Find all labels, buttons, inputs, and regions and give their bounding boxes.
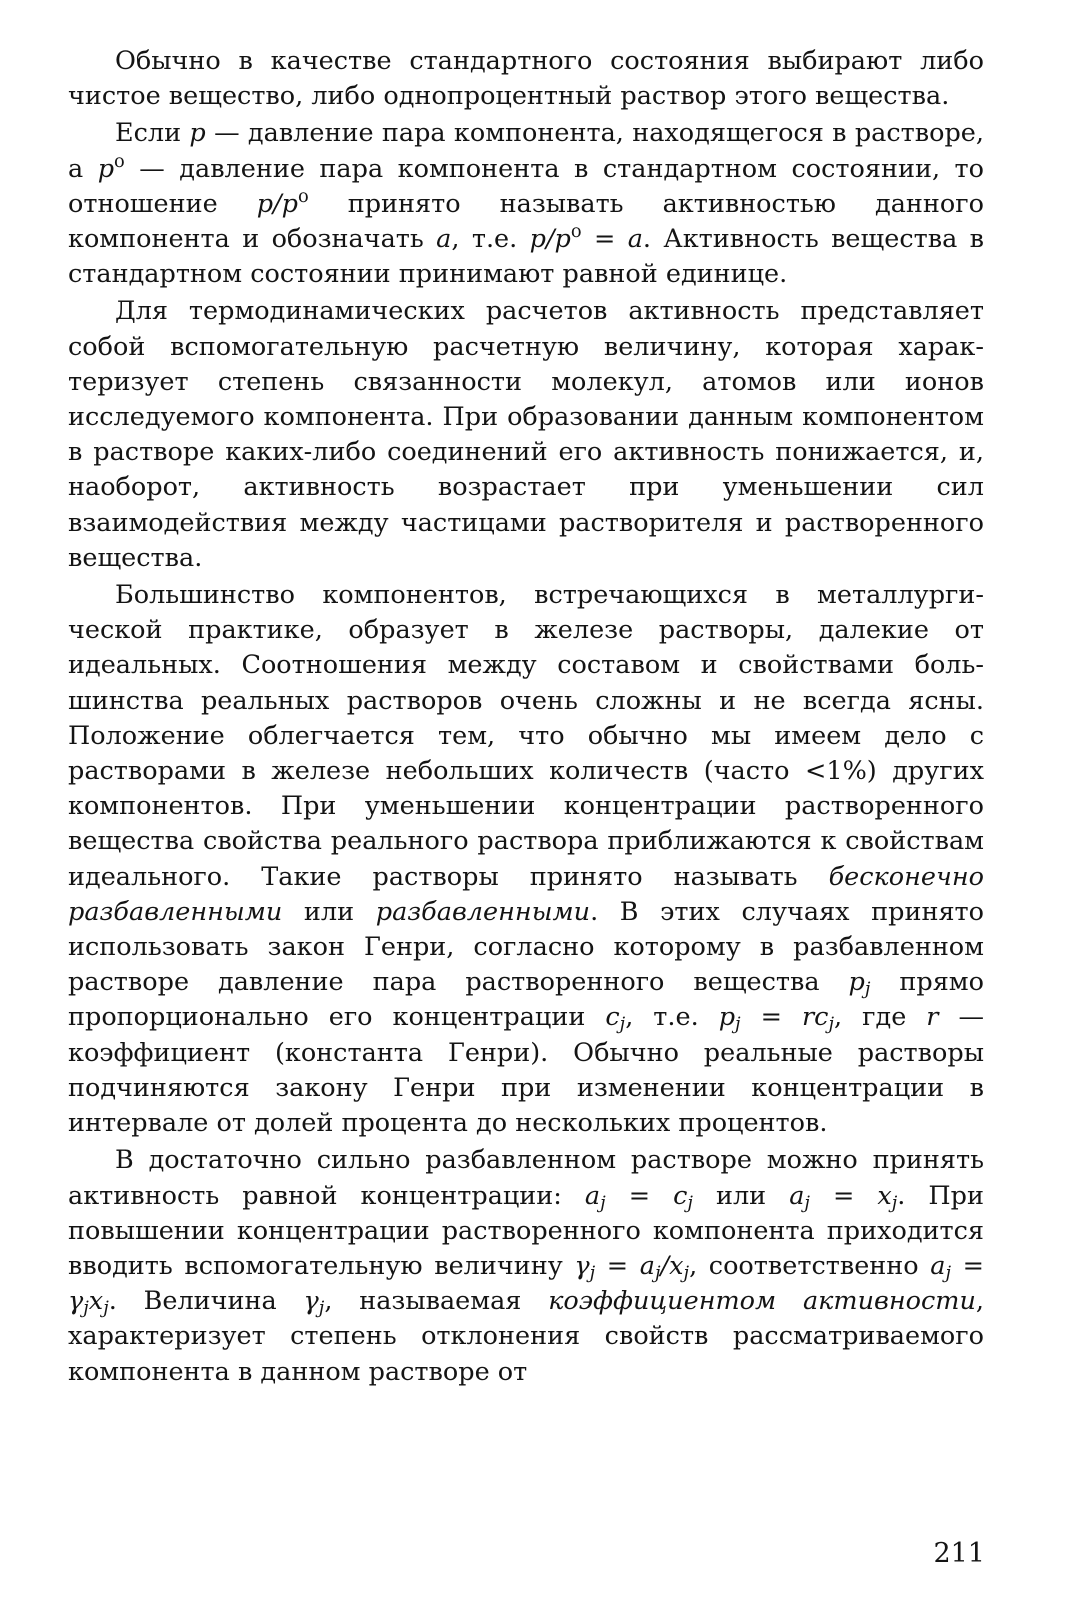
math-symbol: a	[789, 1180, 805, 1211]
subscript: j	[619, 1013, 626, 1035]
text-run: прямо пропорционально его концентрации	[68, 967, 984, 1033]
page-body	[68, 44, 984, 1390]
text-run: Большинство компонентов, встречающихся в металлургической практике, образует в железе растворы, далекие от идеальных. Соотношения между составом и свойствами большинства реальных растворов очень сложны и не всегда ясны. Положение облегчается тем, что обычно мы имеем дело с растворами в железе небольших количеств (часто <1%) других компонентов. При уменьшении концентрации растворенного вещества свойства реального раствора приближаются к свойствам идеального. Такие растворы принято называть	[68, 580, 984, 892]
subscript: j	[589, 1262, 596, 1284]
subscript: j	[828, 1013, 835, 1035]
subscript: j	[735, 1013, 741, 1035]
text-run: , т.е.	[625, 1002, 719, 1033]
subscript: j	[683, 1262, 690, 1284]
emphasized-term: коэффициентом активности	[548, 1286, 976, 1317]
math-symbol: a	[436, 224, 452, 255]
subscript: j	[945, 1262, 951, 1284]
math-symbol: p	[718, 1002, 736, 1033]
paragraph-activity-coefficient	[68, 1143, 984, 1389]
superscript: o	[297, 186, 309, 207]
math-symbol: /	[660, 1250, 670, 1281]
math-symbol: rc	[801, 1002, 829, 1033]
paragraph-henry-law	[68, 578, 984, 1141]
text-run: =	[740, 1002, 802, 1033]
text-run: =	[595, 1250, 640, 1281]
subscript: j	[83, 1297, 89, 1319]
text-run: — давление пара компонента, находящегося в растворе, а	[68, 118, 984, 184]
math-symbol: p	[848, 967, 865, 998]
subscript: j	[687, 1191, 693, 1213]
paragraph-activity-definition	[68, 116, 984, 292]
page-number: 211	[933, 1538, 985, 1569]
text-run: . Активность вещества в стандартном состоянии принимают равной единице.	[68, 224, 984, 290]
text-run: , где	[834, 1002, 927, 1033]
subscript: j	[318, 1297, 325, 1319]
text-run: Для термодинамических расчетов активность представляет собой вспомогательную расчетную величину, которая характеризует степень связанности молекул, атомов или ионов исследуемого компонента. При образовании данным компонентом в растворе каких-либо соединений его активность понижается, и, наоборот, активность возрастает при уменьшении сил взаимодействия между частицами растворителя и растворенного вещества.	[68, 296, 984, 573]
text-run: , т.е.	[451, 224, 530, 255]
text-run: =	[605, 1180, 674, 1211]
superscript: o	[114, 150, 125, 172]
text-run: . Величина	[108, 1286, 304, 1317]
math-symbol: γ	[303, 1286, 319, 1317]
subscript: j	[864, 978, 871, 1000]
math-symbol: x	[669, 1250, 684, 1281]
text-run: принято называть активностью данного компонента и обозначать	[68, 188, 984, 255]
text-run: — коэффициент (константа Генри). Обычно реальные растворы подчиняются закону Генри при изменении концентрации в интервале от долей процента до нескольких процентов.	[68, 1002, 985, 1139]
emphasized-term: разбавленными	[375, 896, 591, 927]
text-run: Если	[115, 118, 190, 149]
math-symbol: p/p	[256, 188, 298, 219]
math-symbol: a	[639, 1250, 655, 1281]
paragraph-thermodynamic-calculations	[68, 294, 984, 576]
math-symbol: x	[877, 1180, 892, 1211]
text-run: . В этих случаях принято использовать закон Генри, согласно которому в разбавленном растворе давление пара растворенного вещества	[68, 896, 985, 998]
text-run: , характеризует степень отклонения свойств рассматриваемого компонента в данном растворе от	[68, 1286, 984, 1387]
math-symbol: a	[627, 224, 643, 255]
subscript: j	[654, 1262, 661, 1284]
math-symbol: c	[605, 1002, 620, 1033]
text-run: , соответственно	[689, 1250, 931, 1281]
math-symbol: p	[189, 118, 206, 149]
subscript: j	[600, 1191, 606, 1213]
math-symbol: p	[97, 153, 115, 184]
text-run: =	[809, 1180, 878, 1211]
math-symbol: a	[930, 1250, 946, 1281]
text-run: Обычно в качестве стандартного состояния выбирают либо чистое вещество, либо однопроцентный раствор этого вещества.	[68, 46, 984, 112]
math-symbol: γ	[574, 1250, 590, 1281]
text-run: — давление пара компонента в стандартном состоянии, то отношение	[68, 153, 985, 219]
math-symbol: r	[926, 1002, 939, 1033]
math-symbol: x	[88, 1286, 104, 1317]
text-run: . При повышении концентрации растворенного компонента приходится вводить вспомогательную величину	[68, 1180, 984, 1281]
text-run: В достаточно сильно разбавленном растворе можно принять активность равной концентрации:	[68, 1145, 984, 1211]
emphasized-term: бесконечно разбавленными	[68, 861, 984, 927]
subscript: j	[804, 1191, 810, 1213]
text-run: , называемая	[324, 1286, 549, 1317]
text-run: или	[692, 1180, 790, 1211]
paragraph-container	[68, 44, 984, 1390]
math-symbol: γ	[68, 1286, 84, 1317]
text-run: =	[951, 1250, 984, 1281]
paragraph-standard-state	[68, 44, 984, 114]
superscript: o	[570, 221, 582, 243]
math-symbol: p/p	[529, 224, 571, 255]
text-run: или	[282, 896, 376, 927]
subscript: j	[103, 1297, 109, 1319]
math-symbol: c	[673, 1180, 688, 1211]
subscript: j	[891, 1191, 898, 1213]
math-symbol: a	[584, 1180, 601, 1211]
text-run: =	[581, 224, 628, 255]
